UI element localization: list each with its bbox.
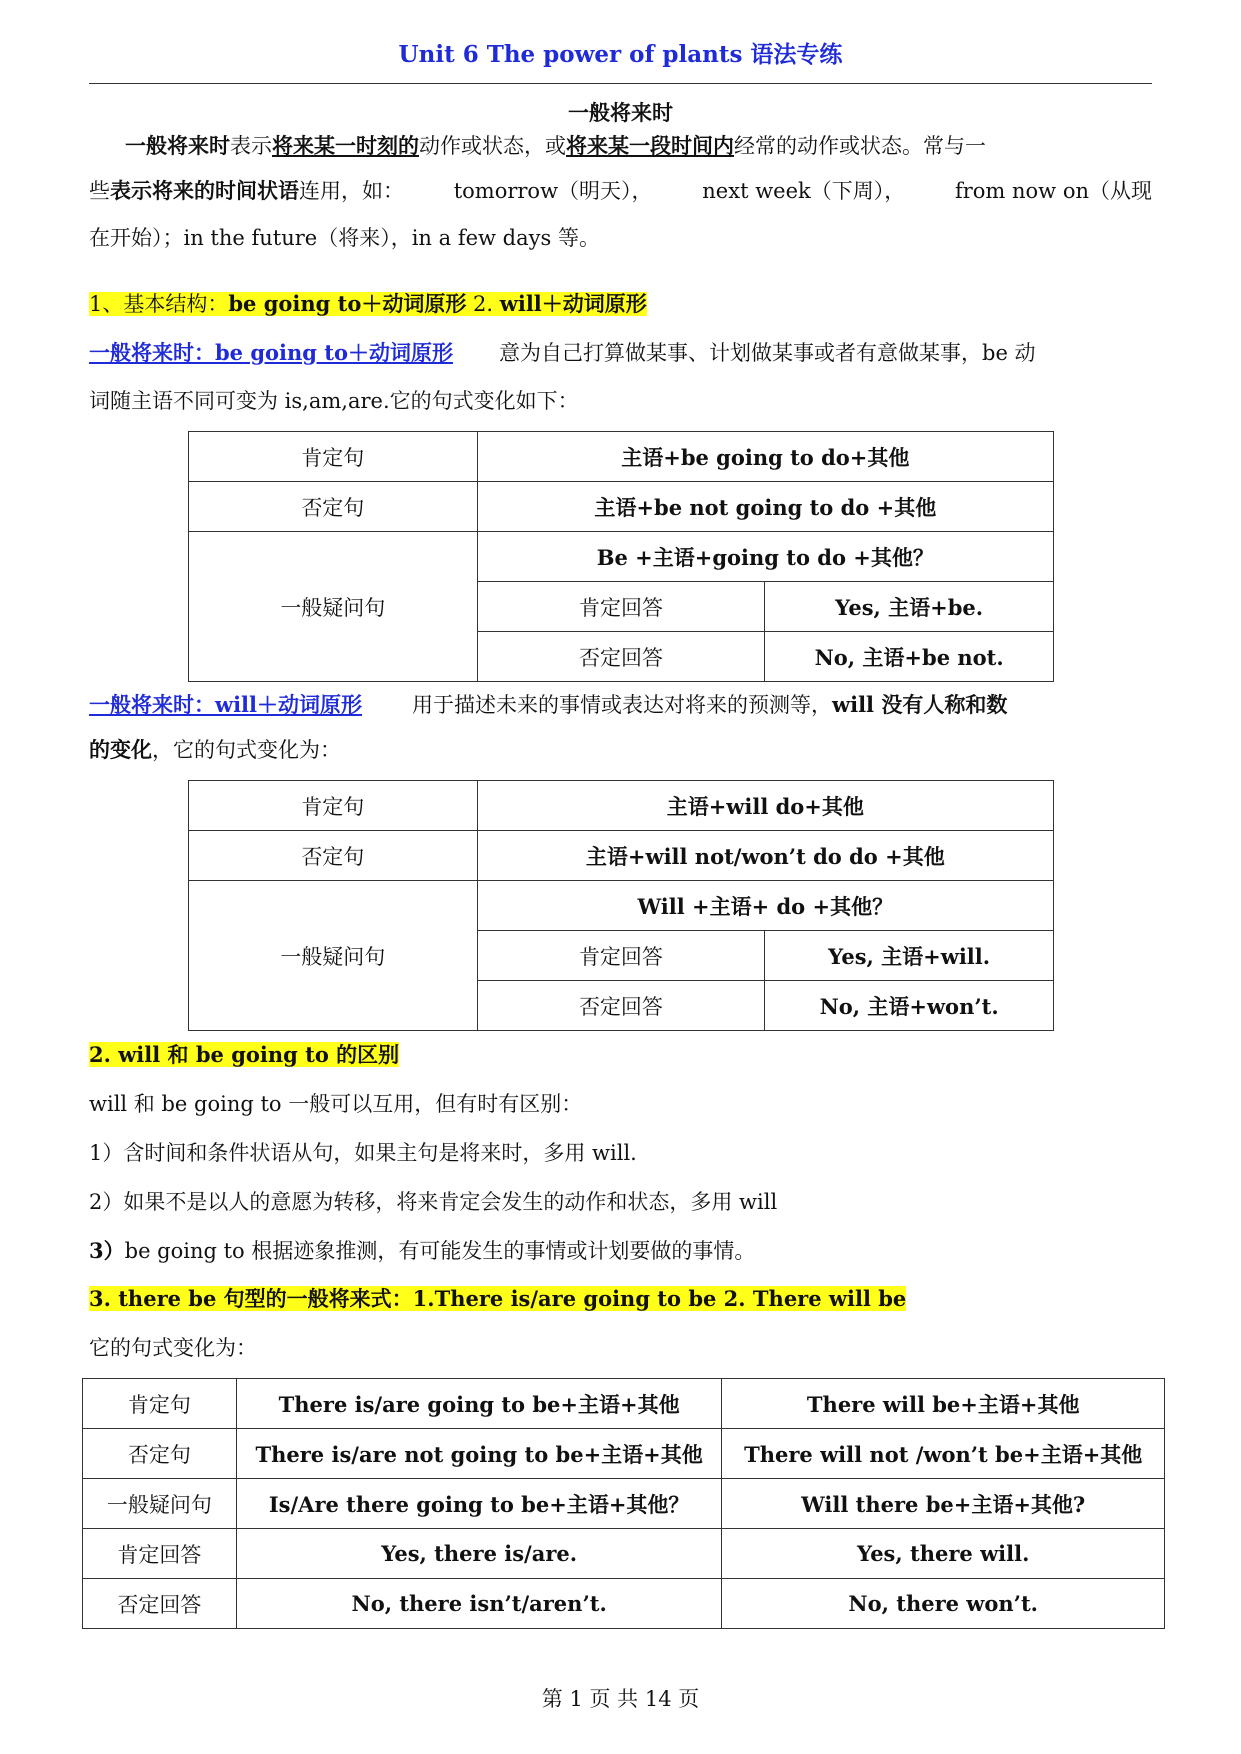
table-cell-label: 否定句 — [189, 831, 478, 881]
table-cell-formula: 主语+be going to do+其他 — [477, 432, 1053, 482]
intro-text: 动作或状态，或 — [419, 134, 566, 158]
table-cell-formula: No, there isn’t/aren’t. — [236, 1579, 722, 1629]
table-cell-formula: No, there won’t. — [722, 1579, 1165, 1629]
table-cell-formula: There is/are going to be+主语+其他 — [236, 1379, 722, 1429]
intro-text: 表示 — [230, 134, 272, 158]
intro-text: 些 — [89, 179, 110, 203]
table-cell-label: 肯定句 — [83, 1379, 237, 1429]
table-row — [83, 1529, 1165, 1579]
will-text: ，它的句式变化为： — [152, 738, 341, 762]
table-cell-label: 肯定回答 — [477, 931, 765, 981]
table-row — [83, 1379, 1165, 1429]
intro-line-1 — [89, 131, 1152, 161]
table-cell-formula: Yes, there will. — [722, 1529, 1165, 1579]
table-cell-formula: Yes, 主语+will. — [765, 931, 1054, 981]
table-cell-formula: Is/Are there going to be+主语+其他？ — [236, 1479, 722, 1529]
table-cell-label: 肯定回答 — [477, 582, 765, 632]
table-cell-formula: Will there be+主语+其他? — [722, 1479, 1165, 1529]
table-cell-formula: There will be+主语+其他 — [722, 1379, 1165, 1429]
table-cell-label: 否定句 — [83, 1429, 237, 1479]
table-cell-formula: There is/are not going to be+主语+其他 — [236, 1429, 722, 1479]
section-3-intro: 它的句式变化为： — [89, 1336, 257, 1360]
highlight: 1、基本结构：be going to＋动词原形 2. will＋动词原形 — [89, 291, 647, 316]
will-emphasis: will 没有人称和数 — [832, 692, 1008, 717]
will-link[interactable]: 一般将来时：will＋动词原形 — [89, 692, 363, 717]
section-2-heading — [89, 1040, 1152, 1070]
table-cell-label: 一般疑问句 — [83, 1479, 237, 1529]
table-cell-label: 肯定句 — [189, 432, 478, 482]
table-cell-formula: No, 主语+won’t. — [765, 981, 1054, 1031]
be-going-to-link[interactable]: 一般将来时：be going to＋动词原形 — [89, 340, 453, 365]
table-cell-label: 否定回答 — [83, 1579, 237, 1629]
table-cell-formula: 主语+be not going to do +其他 — [477, 482, 1053, 532]
table-cell-formula: 主语+will not/won’t do do +其他 — [477, 831, 1053, 881]
section-title: 一般将来时 — [568, 100, 673, 125]
will-definition-2 — [89, 735, 1152, 765]
table-cell-label: 一般疑问句 — [189, 532, 478, 682]
table-cell-formula: Will +主语+ do +其他？ — [477, 881, 1053, 931]
header-divider — [89, 83, 1152, 84]
page-footer: 第 1 页 共 14 页 — [541, 1687, 700, 1711]
table-cell-formula: Yes, there is/are. — [236, 1529, 722, 1579]
will-definition — [89, 690, 1152, 720]
table-cell-label: 否定回答 — [477, 981, 765, 1031]
table-cell-formula: Be +主语+going to do +其他？ — [477, 532, 1053, 582]
intro-line-3: 在开始）；in the future（将来），in a few days 等。 — [89, 226, 600, 250]
section-2-intro: will 和 be going to 一般可以互用，但有时有区别： — [89, 1092, 583, 1116]
be-going-to-table — [188, 431, 1054, 682]
section-3-heading — [89, 1284, 1152, 1314]
there-be-table — [82, 1378, 1165, 1629]
intro-line-2 — [89, 176, 1152, 206]
example-from-now-on: from now on（从现 — [954, 179, 1152, 203]
will-emphasis: 的变化 — [89, 737, 152, 762]
table-row — [83, 1479, 1165, 1529]
point-text: be going to 根据迹象推测，有可能发生的事情或计划要做的事情。 — [124, 1239, 756, 1263]
will-table — [188, 780, 1054, 1031]
table-row — [83, 1429, 1165, 1479]
page-header-title: Unit 6 The power of plants 语法专练 — [398, 41, 843, 68]
table-cell-label: 否定句 — [189, 482, 478, 532]
table-row — [83, 1579, 1165, 1629]
example-next-week: next week（下周）， — [702, 179, 906, 203]
be-going-to-text: 意为自己打算做某事、计划做某事或者有意做某事，be 动 — [499, 341, 1036, 365]
intro-term: 一般将来时 — [125, 133, 230, 158]
intro-emphasis: 将来某一时刻的 — [272, 133, 419, 158]
example-tomorrow: tomorrow（明天）， — [453, 179, 653, 203]
table-cell-label: 一般疑问句 — [189, 881, 478, 1031]
point-number: 3） — [89, 1238, 125, 1263]
table-cell-formula: There will not /won’t be+主语+其他 — [722, 1429, 1165, 1479]
section-2-point-2: 2）如果不是以人的意愿为转移，将来肯定会发生的动作和状态，多用 will — [89, 1190, 778, 1214]
intro-text: 经常的动作或状态。常与一 — [734, 134, 986, 158]
intro-emphasis: 将来某一段时间内 — [566, 133, 734, 158]
table-cell-formula: 主语+will do+其他 — [477, 781, 1053, 831]
be-going-to-definition — [89, 338, 1152, 368]
will-text: 用于描述未来的事情或表达对将来的预测等， — [412, 693, 833, 717]
table-cell-formula: No, 主语+be not. — [765, 632, 1054, 682]
table-cell-label: 肯定句 — [189, 781, 478, 831]
basic-structure-heading — [89, 289, 1152, 319]
intro-text: 连用，如： — [299, 179, 404, 203]
highlight: 3. there be 句型的一般将来式：1.There is/are going to be 2. There will be — [89, 1286, 907, 1311]
highlight: 2. will 和 be going to 的区别 — [89, 1042, 400, 1067]
be-going-to-text-2: 词随主语不同可变为 is,am,are.它的句式变化如下： — [89, 389, 579, 413]
section-2-point-3 — [89, 1236, 1152, 1266]
table-cell-formula: Yes, 主语+be. — [765, 582, 1054, 632]
section-2-point-1: 1）含时间和条件状语从句，如果主句是将来时，多用 will. — [89, 1141, 637, 1165]
table-cell-label: 否定回答 — [477, 632, 765, 682]
intro-emphasis: 表示将来的时间状语 — [110, 178, 299, 203]
table-cell-label: 肯定回答 — [83, 1529, 237, 1579]
